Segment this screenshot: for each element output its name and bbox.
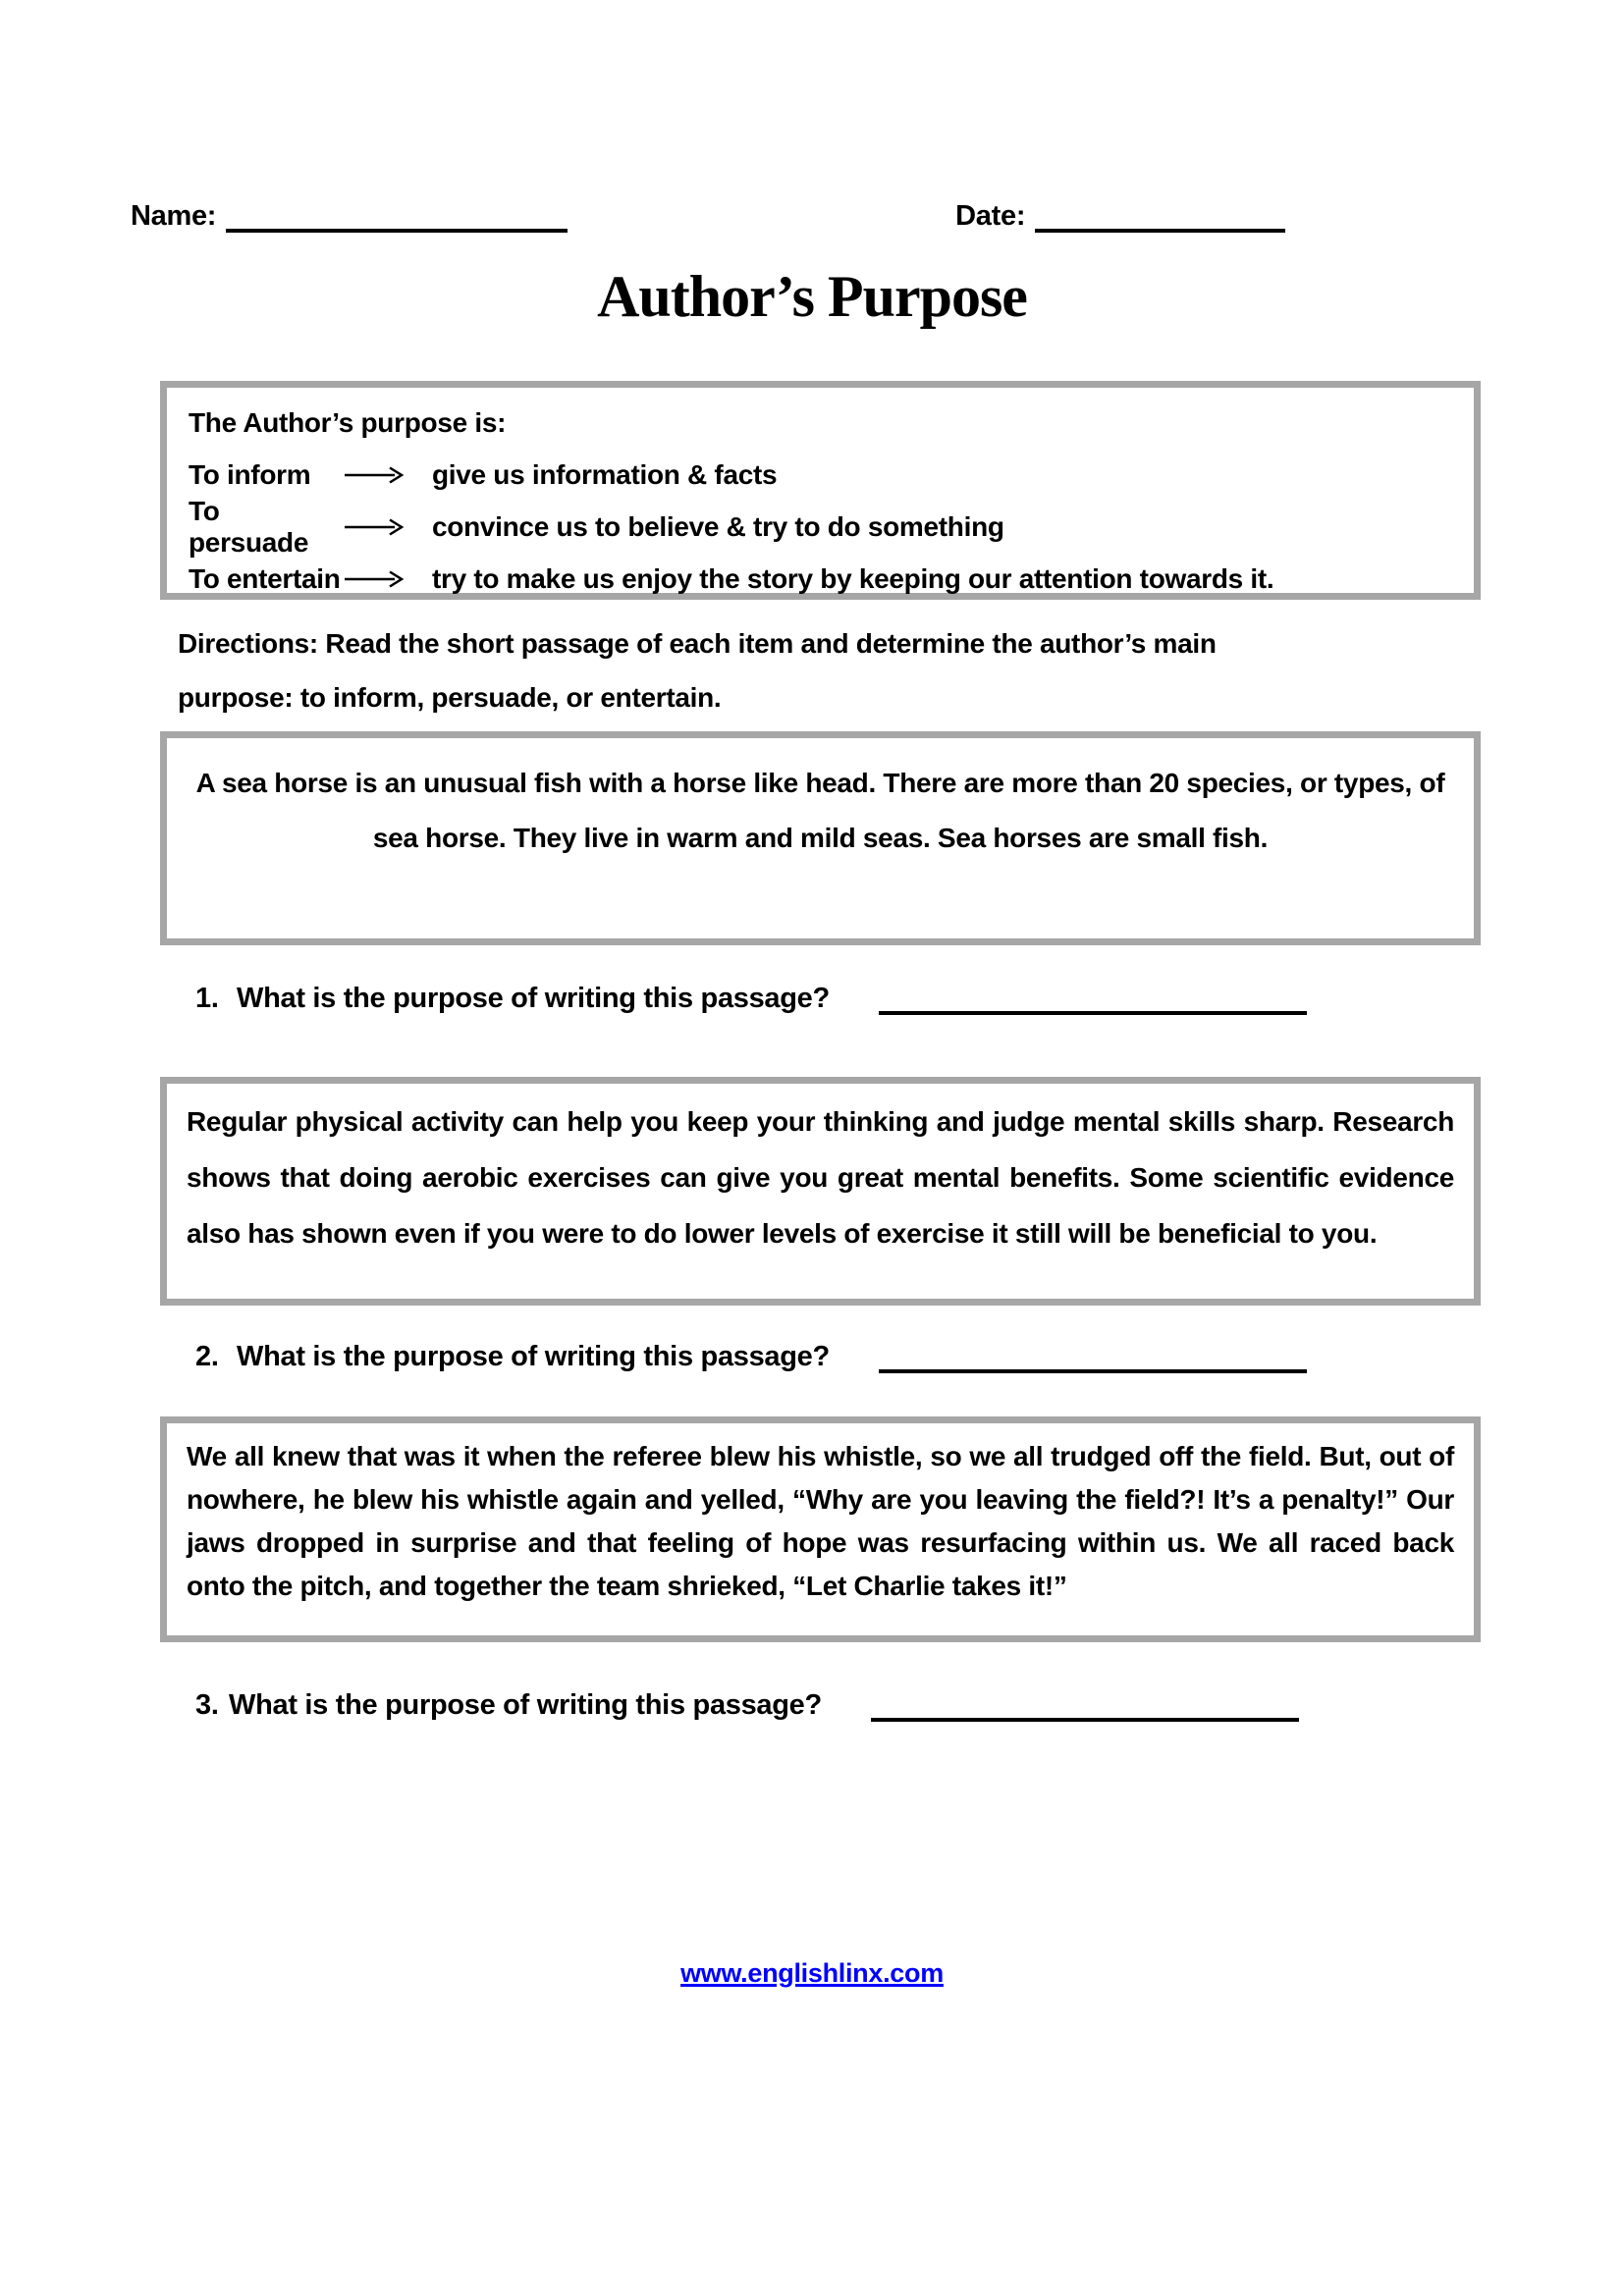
answer-blank-line <box>871 1686 1299 1722</box>
question-text: What is the purpose of writing this passage? <box>229 1689 822 1721</box>
name-blank-line <box>226 199 568 233</box>
englishlinx-link[interactable]: www.englishlinx.com <box>680 1958 944 1988</box>
name-field-group <box>131 199 568 233</box>
question-number: 3. <box>195 1689 219 1721</box>
passage-text: We all knew that was it when the referee blew his whistle, so we all trudged off the field. But, out of nowhere, he blew his whistle again and yelled, “Why are you leaving the field?! It’s a penalty!” Our jaws dropped in surprise and that feeling of hope was resurfacing within us. We all raced back onto the pitch, and together the team shrieked, “Let Charlie takes it!” <box>187 1441 1454 1601</box>
question-row-3 <box>195 1686 1299 1722</box>
question-number: 2. <box>195 1341 219 1372</box>
question-number: 1. <box>195 983 219 1014</box>
right-arrow-icon <box>344 465 405 485</box>
purpose-key-box <box>160 381 1481 600</box>
key-definition: try to make us enjoy the story by keeping our attention towards it. <box>432 562 1274 594</box>
directions-text: Directions: Read the short passage of each item and determine the author’s main purpose: to inform, persuade, or entertain. <box>178 628 1217 713</box>
date-label: Date: <box>955 200 1026 232</box>
question-text: What is the purpose of writing this passage? <box>237 983 830 1014</box>
header-row <box>131 199 1493 233</box>
passage-text: Regular physical activity can help you keep your thinking and judge mental skills sharp. Research shows that doing aerobic exercises can give you great mental benefits. Some scientific evidence also has shown even if you were to do lower levels of exercise it still will be beneficial to you. <box>187 1106 1454 1249</box>
answer-blank-line <box>879 980 1307 1015</box>
key-row-persuade <box>189 495 1454 558</box>
key-definition: give us information & facts <box>432 458 778 490</box>
key-row-entertain <box>189 553 1454 605</box>
right-arrow-icon <box>344 517 405 537</box>
question-text: What is the purpose of writing this passage? <box>237 1341 830 1372</box>
passage-box-1 <box>160 731 1481 945</box>
name-label: Name: <box>131 200 217 232</box>
date-blank-line <box>1035 199 1285 233</box>
date-field-group <box>955 199 1285 233</box>
key-definition: convince us to believe & try to do something <box>432 510 1004 542</box>
passage-box-2 <box>160 1077 1481 1306</box>
footer <box>0 1958 1624 1989</box>
question-row-1 <box>195 980 1307 1015</box>
page-title: Author’s Purpose <box>597 264 1027 329</box>
right-arrow-icon <box>344 569 405 589</box>
key-term: To inform <box>189 458 311 490</box>
key-term: To persuade <box>189 495 309 558</box>
key-heading: The Author’s purpose is: <box>189 407 507 438</box>
question-row-2 <box>195 1338 1307 1373</box>
passage-box-3 <box>160 1416 1481 1642</box>
key-row-inform <box>189 449 1454 501</box>
passage-text: A sea horse is an unusual fish with a horse like head. There are more than 20 species, or types, of sea horse. They live in warm and mild seas. Sea horses are small fish. <box>195 768 1445 853</box>
key-term: To entertain <box>189 562 341 594</box>
answer-blank-line <box>879 1338 1307 1373</box>
